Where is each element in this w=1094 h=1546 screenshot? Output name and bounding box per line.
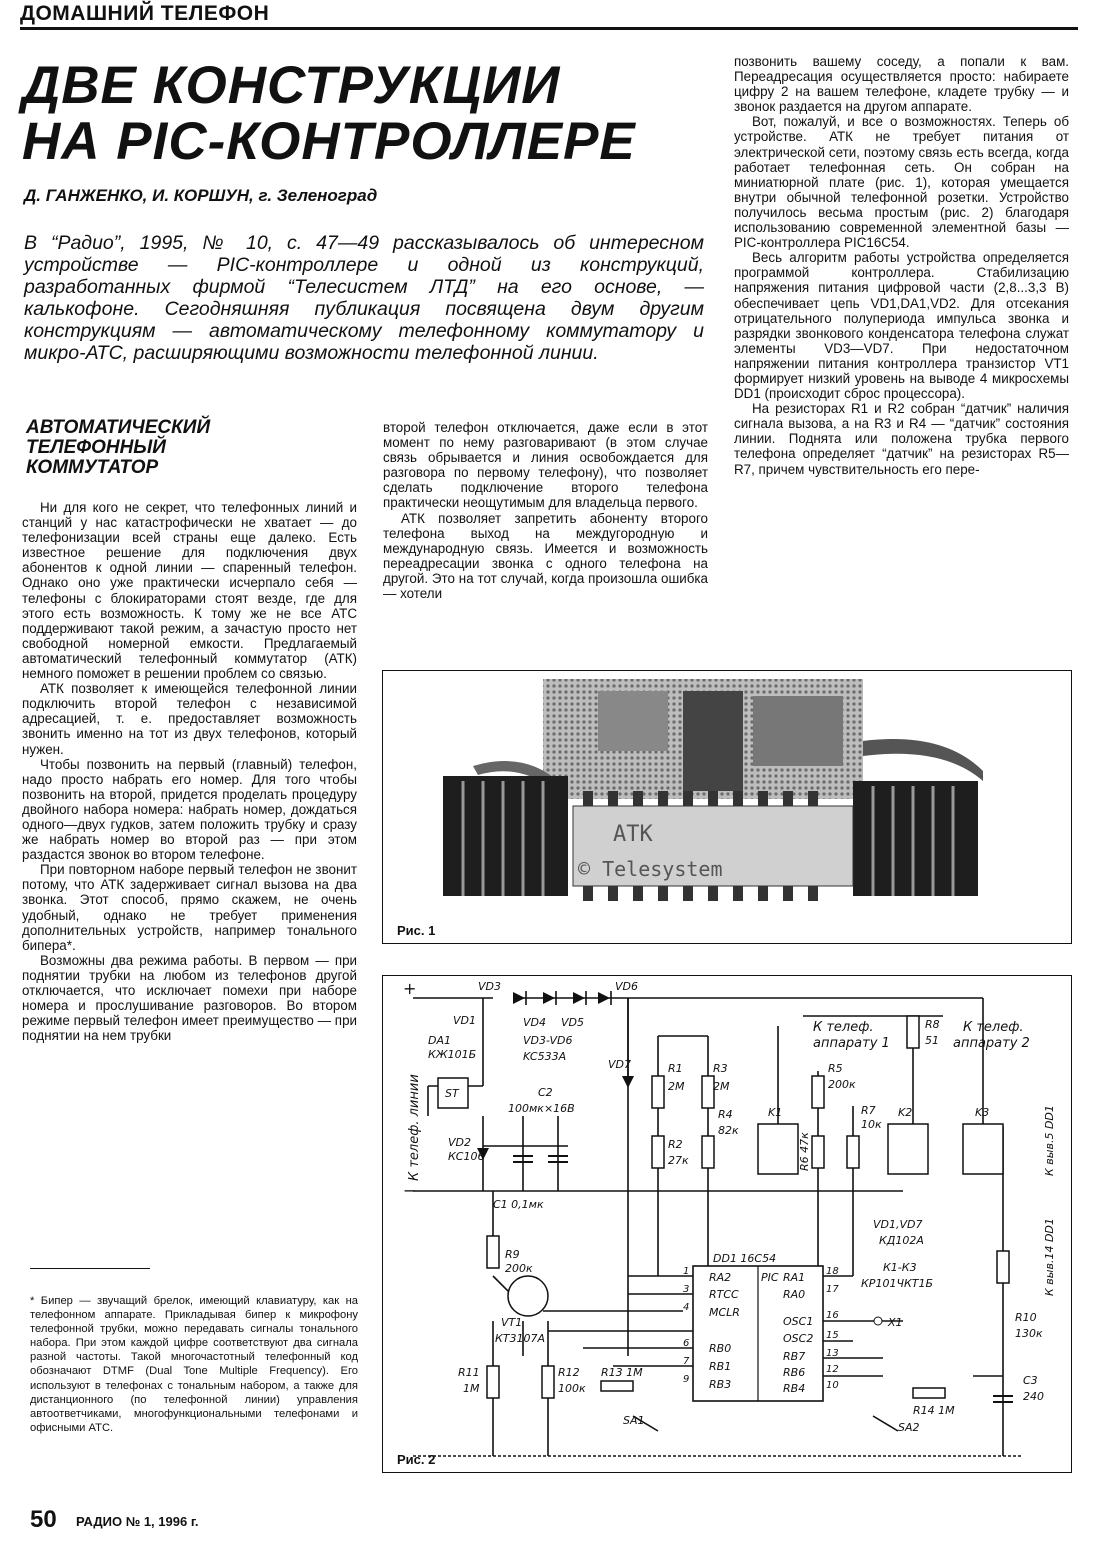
title-line-2: НА PIC-КОНТРОЛЛЕРЕ — [22, 112, 636, 171]
label-r12: R12 — [558, 1366, 580, 1379]
label-r4: R4 — [718, 1108, 733, 1121]
label-line: К телеф. линии — [407, 1074, 422, 1181]
label-r7: R7 — [861, 1104, 876, 1117]
pin-rtcc: RTCC — [709, 1288, 739, 1301]
pin-rb6: RB6 — [783, 1366, 806, 1379]
label-sa2: SA2 — [898, 1421, 920, 1434]
vd7-icon — [622, 1076, 634, 1088]
label-c3: C3 — [1023, 1374, 1038, 1387]
pin-ra1: RA1 — [783, 1271, 806, 1284]
label-vd6: VD6 — [615, 980, 638, 993]
figure-1-photo — [382, 670, 1072, 944]
label-kc106: КС106 — [448, 1150, 485, 1163]
paragraph: Вот, пожалуй, и все о возможностях. Теперь об устройстве. АТК не требует питания от электрической сети, поэтому связь есть всегда, когда работает телефонная сеть. Он собран на миниатюрной плате (рис. 1), которая умещается внутри обычной телефонной розетки. Устройство получилось весьма простым (рис. 2) благодаря использованию современной элементной базы — PIC-контроллера PIC16C54. — [734, 114, 1069, 251]
page-number: 50 — [30, 1506, 57, 1533]
label-dd1: DD1 16C54 — [713, 1252, 777, 1265]
title-line-1: ДВЕ КОНСТРУКЦИИ — [22, 56, 561, 115]
label-vd1-vd7: VD1,VD7 — [873, 1218, 923, 1231]
label-r7-value: 10к — [861, 1118, 882, 1131]
lead-paragraph: В “Радио”, 1995, № 10, с. 47—49 рассказывалось об интересном устройстве — PIC-контроллере и одной из конструкций, разработанных фирмой “Телесистем ЛТД” на его основе, — калькофоне. Сегодняшняя публикация посвящена двум другим конструкциям — автоматическому телефонному коммутатору и микро-АТС, расширяющими возможности телефонной линии. — [24, 232, 704, 364]
footnote: * Бипер — звучащий брелок, имеющий клавиатуру, как на телефонном аппарате. Прикладывая бипер к микрофону телефонной трубки, можно передавать сигналы тонального набора. При этом каждой цифре соответствуют два сигнала разной частоты. Такой многочастотный телефонный код обозначают DTMF (Dual Tone Multiple Frequency). Его используют в телефонах с тональным набором, а также для дистанционного (по телефонной линии) управления автоответчиками, многофункциональными телефонами и офисными АТС. — [30, 1295, 358, 1434]
label-r5: R5 — [828, 1062, 843, 1075]
label-vd7: VD7 — [608, 1058, 631, 1071]
figure-1-caption: Рис. 1 — [397, 923, 436, 938]
label-r8-value: 51 — [925, 1034, 939, 1047]
paragraph: При повторном наборе первый телефон не звонит потому, что АТК задерживает сигнал вызова на два звонка. Этот способ, прямо скажем, не очень удобный, однако не требует применения дополнительных устройств, например тонального бипера*. — [22, 862, 357, 953]
pin-osc1: OSC1 — [783, 1315, 814, 1328]
chip-label-telesystem: © Telesystem — [578, 857, 723, 881]
label-k1: K1 — [768, 1106, 783, 1119]
label-r5-value: 200к — [828, 1078, 856, 1091]
column-3 — [734, 54, 1069, 477]
label-r8: R8 — [925, 1018, 940, 1031]
label-r13: R13 1М — [601, 1366, 643, 1379]
label-c2: C2 — [538, 1086, 553, 1099]
label-r6: R6 47к — [798, 1132, 811, 1171]
label-vd1: VD1 — [453, 1014, 476, 1027]
paragraph: Весь алгоритм работы устройства определяется программой контроллера. Стабилизацию напряжения питания цифровой части (2,8...3,3 В) обеспечивает цепь VD1,DA1,VD2. Для отсекания отрицательного полупериода импульса звонка и разрядки звонкового конденсатора телефона служат элементы VD3—VD7. При недостаточном напряжении питания контроллера транзистор VT1 формирует низкий уровень на выводе 4 микросхемы DD1 (происходит сброс процессора). — [734, 250, 1069, 402]
label-r11: R11 — [458, 1366, 480, 1379]
pin-num: 17 — [826, 1284, 839, 1295]
label-vd2: VD2 — [448, 1136, 471, 1149]
label-vt1: VT1 — [501, 1316, 523, 1329]
pin-num: 9 — [683, 1374, 690, 1385]
label-to-pin5: К выв.5 DD1 — [1043, 1105, 1056, 1176]
component — [753, 696, 843, 766]
pin-rb3: RB3 — [709, 1378, 732, 1391]
label-kd102a: КД102А — [879, 1234, 924, 1247]
figure-2-schematic — [382, 975, 1072, 1473]
rubric-rule — [20, 27, 1078, 30]
label-r2: R2 — [668, 1138, 683, 1151]
label-to-phone-2: К телеф. — [963, 1020, 1024, 1035]
issue-label: РАДИО № 1, 1996 г. — [76, 1514, 199, 1529]
figure-2-caption: Рис. 2 — [397, 1452, 436, 1467]
label-vt1-value: КТ3107А — [495, 1332, 546, 1345]
section-heading-line-2: ТЕЛЕФОННЫЙ — [26, 437, 166, 458]
section-heading — [26, 418, 210, 478]
paragraph: позвонить вашему соседу, а попали к вам. Переадресация осуществляется просто: набираете цифру 2 на вашем телефоне, кладете трубку — и звонок раздается на другом аппарате. — [734, 54, 1069, 115]
chip-label-atk: ATK — [613, 822, 653, 847]
pin-mclr: MCLR — [709, 1306, 740, 1319]
pin-num: 12 — [826, 1364, 839, 1375]
label-r12-value: 100к — [558, 1382, 586, 1395]
wires — [863, 739, 983, 781]
byline: Д. ГАНЖЕНКО, И. КОРШУН, г. Зеленоград — [24, 186, 378, 205]
pin-rb7: RB7 — [783, 1350, 806, 1363]
pin-num: 3 — [683, 1284, 690, 1295]
schematic — [383, 976, 1070, 1471]
rubric: ДОМАШНИЙ ТЕЛЕФОН — [20, 2, 270, 25]
pin-num: 18 — [826, 1266, 839, 1277]
label-kp: КР101ЧКТ1Б — [861, 1277, 934, 1290]
paragraph: второй телефон отключается, даже если в этот момент по нему разговаривают (в этом случае связь обрывается и линия освобождается для разговора по первому телефону), что позволяет сделать подключение второго телефона практически неощутимым для владельца первого. — [383, 420, 708, 511]
label-r9-value: 200к — [505, 1262, 533, 1275]
label-r9: R9 — [505, 1248, 520, 1261]
pin-num: 6 — [683, 1338, 690, 1349]
paragraph: Ни для кого не секрет, что телефонных линий и станций у нас катастрофически не хватает — до телефонизации всей страны еще далеко. Есть известное решение для подключения двух абонентов к одной линии — спаренный телефон. Однако оно уже практически исчерпало себя — телефоны с блокираторами стоят везде, где для этого есть возможность. К тому же не все АТС поддерживают такой режим, а зачастую просто нет свободной номерной емкости. Предлагаемый автоматический телефонный коммутатор (АТК) немного поможет в решении проблем со связью. — [22, 500, 357, 682]
label-r14: R14 1М — [913, 1404, 955, 1417]
label-c1: C1 0,1мк — [493, 1198, 544, 1211]
label-minus: − — [403, 1181, 417, 1200]
component — [598, 691, 668, 751]
label-to-pin14: К выв.14 DD1 — [1043, 1218, 1056, 1296]
label-r11-value: 1М — [463, 1382, 480, 1395]
label-to-phone-2b: аппарату 2 — [953, 1036, 1030, 1051]
label-plus: + — [403, 979, 417, 998]
pin-ra0: RA0 — [783, 1288, 806, 1301]
pin-num: 16 — [826, 1310, 839, 1321]
paragraph: На резисторах R1 и R2 собран “датчик” наличия сигнала вызова, а на R3 и R4 — “датчик” состояния линии. Поднята или положена трубка первого телефона определяет “датчик” на резисторах R5—R7, причем чувствительность его пере- — [734, 401, 1069, 477]
pin-osc2: OSC2 — [783, 1332, 814, 1345]
label-to-phone-1b: аппарату 1 — [813, 1036, 890, 1051]
label-r1-value: 2М — [668, 1080, 685, 1093]
paragraph: Чтобы позвонить на первый (главный) телефон, надо просто набрать его номер. Для того чтобы позвонить на второй, придется проделать процедуру двойного набора номера: набрать номер, дождаться одного—двух гудков, затем положить трубку и сразу же набрать номер во второй раз — при этом раздастся звонок во втором телефоне. — [22, 756, 357, 863]
pin-rb0: RB0 — [709, 1342, 732, 1355]
label-k2: K2 — [898, 1106, 913, 1119]
section-heading-line-3: КОММУТАТОР — [26, 457, 159, 478]
label-kc533a: KC533A — [523, 1050, 567, 1063]
paragraph: Возможны два режима работы. В первом — при поднятии трубки на любом из телефонов другой отключается, что исключает помехи при наборе номера и прослушивание разговоров. Во втором режиме первый телефон имеет преимущество — при поднятии на нем трубки — [22, 952, 357, 1044]
label-x1: X1 — [888, 1316, 903, 1329]
pin-num: 15 — [826, 1330, 839, 1341]
label-st: ST — [445, 1087, 459, 1100]
label-vd5: VD5 — [561, 1016, 584, 1029]
paragraph: АТК позволяет запретить абоненту второго телефона выход на междугородную и международную связь. Имеется и возможность переадресации звонка с одного телефона на другой. Это на тот случай, когда произошла ошибка — хотели — [383, 510, 708, 602]
article-title — [22, 58, 636, 170]
label-vd4: VD4 — [523, 1016, 546, 1029]
label-r3: R3 — [713, 1062, 728, 1075]
label-to-phone-1: К телеф. — [813, 1020, 874, 1035]
label-da1: DA1 — [428, 1034, 451, 1047]
column-1 — [22, 500, 357, 1043]
board-photo — [383, 671, 1070, 942]
label-c2-value: 100мк×16В — [508, 1102, 575, 1115]
label-sa1: SA1 — [623, 1414, 645, 1427]
footnote-rule — [30, 1268, 150, 1269]
x1-terminal — [874, 1317, 882, 1325]
column-2 — [383, 420, 708, 601]
paragraph: АТК позволяет к имеющейся телефонной линии подключить второй телефон с независимой адресацией, т. е. предоставляет возможность звонить именно на тот из двух телефонов, который нужен. — [22, 681, 357, 757]
pin-rb1: RB1 — [709, 1360, 732, 1373]
component — [683, 691, 743, 791]
section-heading-line-1: АВТОМАТИЧЕСКИЙ — [26, 417, 211, 438]
label-r4-value: 82к — [718, 1124, 739, 1137]
pin-num: 13 — [826, 1348, 839, 1359]
label-vd3: VD3 — [478, 980, 501, 993]
label-r3-value: 2М — [713, 1080, 730, 1093]
vt1-transistor — [508, 1276, 548, 1316]
pin-num: 4 — [683, 1302, 690, 1313]
relays — [758, 1124, 1003, 1174]
pin-num: 1 — [683, 1266, 690, 1277]
label-r1: R1 — [668, 1062, 683, 1075]
label-c3-value: 240 — [1023, 1390, 1044, 1403]
pin-rb4: RB4 — [783, 1382, 806, 1395]
pin-ra2: RA2 — [709, 1271, 732, 1284]
label-kzh: КЖ101Б — [428, 1048, 477, 1061]
switches — [633, 1416, 898, 1431]
label-k3: K3 — [975, 1106, 990, 1119]
pin-num: 7 — [683, 1356, 690, 1367]
label-vd3-vd6: VD3-VD6 — [523, 1034, 573, 1047]
label-r2-value: 27к — [668, 1154, 689, 1167]
label-r10-value: 130к — [1015, 1327, 1043, 1340]
pin-num: 10 — [826, 1380, 839, 1391]
label-r10: R10 — [1015, 1311, 1037, 1324]
label-k1-k3: К1-К3 — [883, 1261, 917, 1274]
label-pic: PIC — [761, 1271, 779, 1284]
